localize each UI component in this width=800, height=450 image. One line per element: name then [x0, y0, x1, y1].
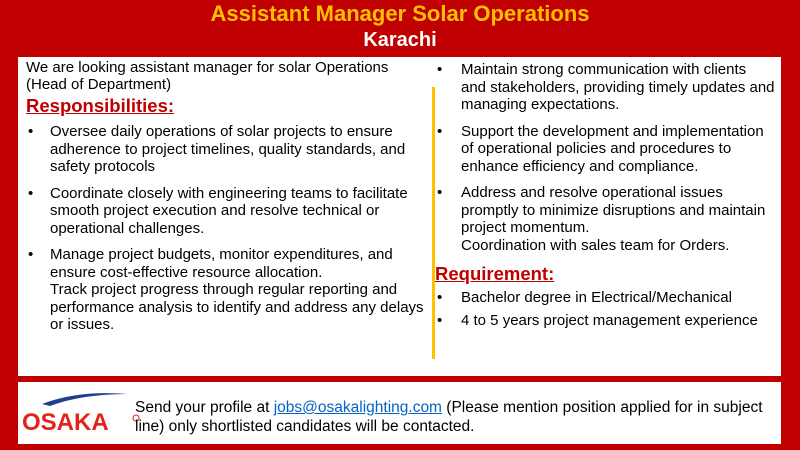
bullet-icon: •	[437, 311, 443, 329]
list-item: • Bachelor degree in Electrical/Mechanical	[437, 289, 732, 306]
job-title: Assistant Manager Solar Operations	[210, 1, 590, 26]
list-item: • Maintain strong communication with clients and stakeholders, providing timely updates and managing expectations.	[437, 61, 775, 113]
header	[0, 0, 800, 57]
list-item-continuation: Track project progress through regular reporting and performance analysis to identify and address any delays or issues.	[50, 281, 424, 333]
list-item: • Manage project budgets, monitor expenditures, and ensure cost-effective resource allocation. Track project progress through regular reporting and performance analysis to identify and address any delays or issues.	[26, 246, 426, 334]
responsibilities-list	[26, 123, 426, 334]
bullet-icon: •	[437, 122, 443, 140]
requirement-title: Requirement:	[435, 263, 555, 284]
job-location: Karachi	[363, 29, 437, 51]
logo-swoosh-icon	[42, 393, 128, 406]
bullet-icon: •	[437, 289, 443, 306]
logo-text: OSAKA	[22, 409, 109, 436]
email-link[interactable]: jobs@osakalighting.com	[273, 399, 442, 416]
requirement-list	[435, 289, 775, 329]
job-details-panel	[18, 57, 781, 376]
bullet-icon: •	[28, 246, 34, 263]
contact-text	[135, 398, 775, 436]
list-item: • Coordinate closely with engineering teams to facilitate smooth project execution and resolve technical or operational challenges.	[28, 184, 408, 237]
bullet-icon: •	[28, 123, 34, 140]
list-item: • Support the development and implementation of operational policies and procedures to enhance efficiency and compliance.	[437, 122, 764, 175]
contact-suffix: (Please mention position applied for in subject line) only shortlisted candidates will be contacted.	[135, 399, 763, 435]
footer	[18, 382, 781, 444]
bullet-icon: •	[437, 184, 443, 201]
osaka-logo	[20, 388, 140, 438]
responsibilities-title: Responsibilities:	[26, 95, 175, 116]
right-column	[435, 61, 775, 338]
contact-prefix: Send your profile at	[135, 399, 274, 416]
bullet-icon: •	[28, 184, 34, 202]
intro-text: We are looking assistant manager for solar Operations (Head of Department)	[26, 59, 389, 93]
list-item: • 4 to 5 years project management experience	[437, 311, 758, 329]
left-column	[26, 59, 426, 343]
bullet-icon: •	[437, 61, 443, 78]
list-item: • Address and resolve operational issues promptly to minimize disruptions and maintain project momentum. Coordination with sales team for Orders.	[435, 184, 775, 254]
responsibilities-list-continued	[435, 61, 775, 254]
list-item-continuation: Coordination with sales team for Orders.	[461, 236, 730, 254]
list-item: • Oversee daily operations of solar projects to ensure adherence to project timelines, quality standards, and safety protocols	[28, 123, 406, 175]
